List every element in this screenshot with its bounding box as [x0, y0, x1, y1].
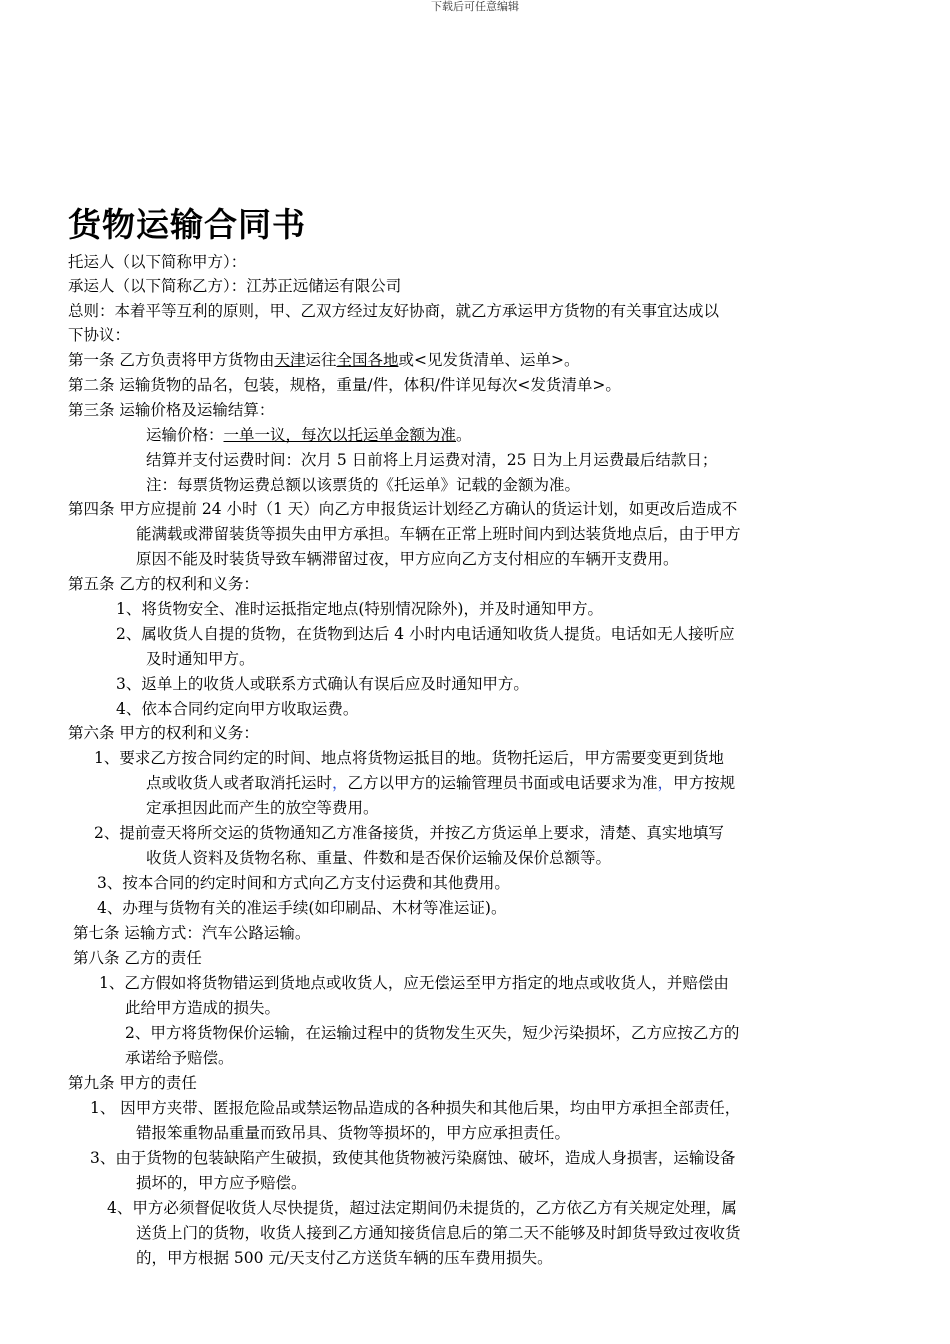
- article-3-note: 注：每票货物运费总额以该票货的《托运单》记载的金额为准。: [146, 476, 581, 494]
- article-9-item-4-line-3: 的，甲方根据 500 元/天支付乙方送货车辆的压车费用损失。: [136, 1249, 553, 1267]
- article-3-price-value: 一单一议，每次以托运单金额为准: [223, 426, 457, 444]
- general-line-2: 下协议：: [68, 326, 131, 344]
- article-6-item-4: 4、办理与货物有关的准运手续(如印刷品、木材等准运证)。: [97, 899, 507, 917]
- article-5-item-1: 1、将货物安全、准时运抵指定地点(特别情况除外)，并及时通知甲方。: [116, 600, 603, 618]
- article-9-heading: 第九条 甲方的责任: [68, 1074, 197, 1092]
- article-8-item-2-line-2: 承诺给予赔偿。: [125, 1049, 234, 1067]
- article-4-line-2: 能满载或滞留装货等损失由甲方承担。车辆在正常上班时间内到达装货地点后，由于甲方: [136, 525, 741, 543]
- article-8-item-2-line-1: 2、甲方将货物保价运输，在运输过程中的货物发生灭失，短少污染损坏，乙方应按乙方的: [125, 1024, 740, 1042]
- article-9-item-3-line-2: 损坏的，甲方应予赔偿。: [136, 1174, 307, 1192]
- article-6-heading: 第六条 甲方的权利和义务：: [68, 724, 259, 742]
- article-8-heading: 第八条 乙方的责任: [73, 949, 202, 967]
- article-1-text-a: 第一条 乙方负责将甲方货物由: [68, 351, 275, 369]
- article-2: 第二条 运输货物的品名，包装，规格，重量/件，体积/件详见每次<发货清单>。: [68, 376, 621, 394]
- article-1-origin: 天津: [274, 351, 306, 369]
- article-5-item-2-cont: 及时通知甲方。: [146, 650, 255, 668]
- article-6-item-1-line-2-e: 甲方按规: [673, 774, 736, 792]
- article-4-line-1: 第四条 甲方应提前 24 小时（1 天）向乙方申报货运计划经乙方确认的货运计划，如更改后造成不: [68, 500, 738, 518]
- article-6-item-2-line-1: 2、提前壹天将所交运的货物通知乙方准备接货，并按乙方货运单上要求，清楚、真实地填写: [94, 824, 724, 842]
- article-1: [68, 348, 579, 372]
- article-5-item-4: 4、依本合同约定向甲方收取运费。: [116, 700, 359, 718]
- article-9-item-3-line-1: 3、由于货物的包装缺陷产生破损，致使其他货物被污染腐蚀、破坏，造成人身损害，运输设备: [90, 1149, 736, 1167]
- article-9-item-4-line-2: 送货上门的货物，收货人接到乙方通知接货信息后的第二天不能够及时卸货导致过夜收货: [136, 1224, 741, 1242]
- header-note: 下载后可任意编辑: [431, 0, 519, 13]
- article-8-item-1-line-2: 此给甲方造成的损失。: [125, 999, 281, 1017]
- article-4-line-3: 原因不能及时装货导致车辆滞留过夜，甲方应向乙方支付相应的车辆开支费用。: [136, 550, 679, 568]
- article-6-item-2-line-2: 收货人资料及货物名称、重量、件数和是否保价运输及保价总额等。: [146, 849, 612, 867]
- article-1-destination: 全国各地: [336, 351, 399, 369]
- general-line-1: 总则：本着平等互利的原则，甲、乙双方经过友好协商，就乙方承运甲方货物的有关事宜达成以: [68, 302, 720, 320]
- article-3-price-label: 运输价格：: [146, 426, 224, 444]
- article-9-item-1-line-1: 1、 因甲方夹带、匿报危险品或禁运物品造成的各种损失和其他后果，均由甲方承担全部责任，: [90, 1099, 741, 1117]
- article-9-item-1-line-2: 错报笨重物品重量而致吊具、货物等损坏的，甲方应承担责任。: [136, 1124, 571, 1142]
- article-6-item-1-line-2-c: 乙方以甲方的运输管理员书面或电话要求为准: [347, 774, 658, 792]
- article-6-item-1-line-2: [146, 771, 735, 795]
- article-6-item-3: 3、按本合同的约定时间和方式向乙方支付运费和其他费用。: [97, 874, 510, 892]
- article-3-price-end: 。: [456, 426, 472, 444]
- article-3-heading: 第三条 运输价格及运输结算：: [68, 401, 275, 419]
- article-5-item-2: 2、属收货人自提的货物，在货物到达后 4 小时内电话通知收货人提货。电话如无人接听应: [116, 625, 735, 643]
- article-1-text-c: 或<见发货清单、运单>。: [398, 351, 580, 369]
- carrier-line: 承运人（以下简称乙方）：江苏正远储运有限公司: [68, 277, 402, 295]
- article-1-text-b: 运往: [305, 351, 337, 369]
- article-9-item-4-line-1: 4、甲方必须督促收货人尽快提货，超过法定期间仍未提货的，乙方依乙方有关规定处理，属: [107, 1199, 737, 1217]
- article-5-item-3: 3、返单上的收货人或联系方式确认有误后应及时通知甲方。: [116, 675, 529, 693]
- article-3-price: [146, 423, 472, 447]
- article-6-item-1-comma-1: ，: [332, 774, 348, 792]
- article-6-item-1-comma-2: ，: [657, 774, 674, 792]
- document-title: 货物运输合同书: [68, 205, 306, 244]
- shipper-line: 托运人（以下简称甲方）：: [68, 253, 247, 271]
- article-8-item-1-line-1: 1、乙方假如将货物错运到货地点或收货人，应无偿运至甲方指定的地点或收货人，并赔偿由: [99, 974, 729, 992]
- article-3-settlement: 结算并支付运费时间：次月 5 日前将上月运费对清，25 日为上月运费最后结款日；: [146, 451, 718, 469]
- article-7: 第七条 运输方式：汽车公路运输。: [73, 924, 311, 942]
- article-5-heading: 第五条 乙方的权利和义务：: [68, 575, 259, 593]
- article-6-item-1-line-3: 定承担因此而产生的放空等费用。: [146, 799, 379, 817]
- article-6-item-1-line-1: 1、要求乙方按合同约定的时间、地点将货物运抵目的地。货物托运后，甲方需要变更到货地: [94, 749, 724, 767]
- article-6-item-1-line-2-a: 点或收货人或者取消托运时: [146, 774, 333, 792]
